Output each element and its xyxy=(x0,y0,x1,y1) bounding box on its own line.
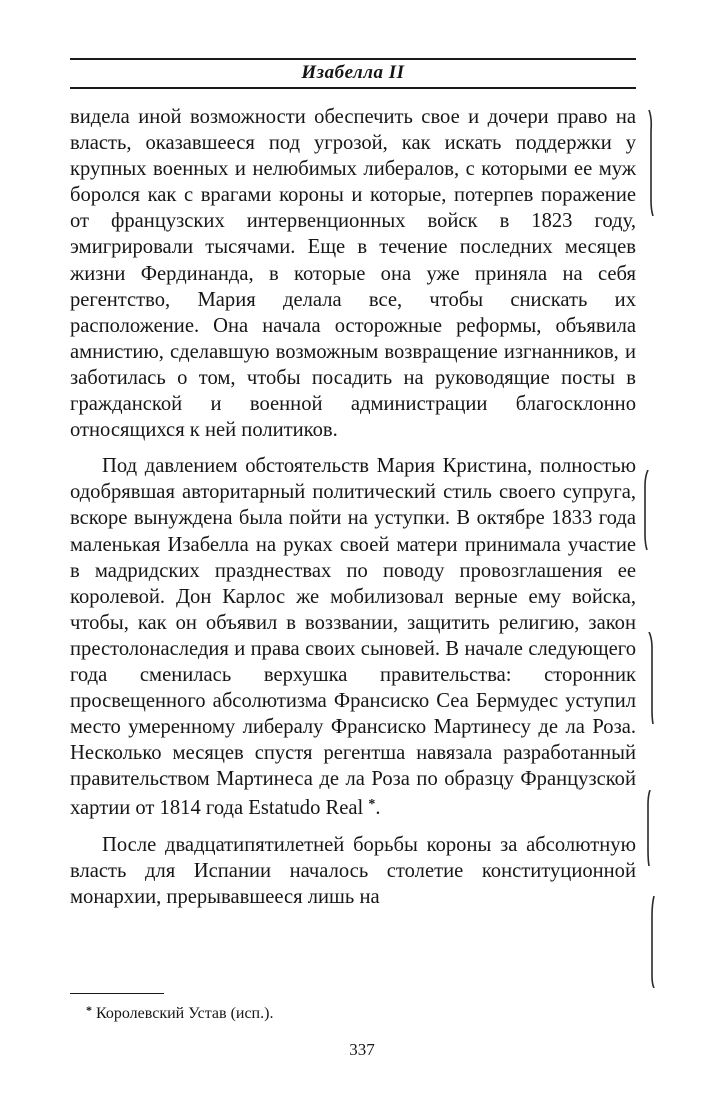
running-head: Изабелла II xyxy=(301,62,405,83)
paragraph-2-text: Под давлением обстоятельств Мария Кристина, полностью одобрявшая авторитарный политический стиль своего супруга, вскоре вынуждена была пойти на уступки. В октябре 1833 года маленькая Изабелла на руках своей матери принимала участие в мадридских празднествах по поводу провозглашения ее королевой. Дон Карлос же мобилизовал верные ему войска, чтобы, как он объявил в воззвании, защитить религию, закон престолонаследия и права своих сыновей. В начале следующего года сменилась верхушка правительства: сторонник просвещенного абсолютизма Франсиско Сеа Бермудес уступил место умеренному либералу Франсиско Мартинесу де ла Роза. Несколько месяцев спустя регентша навязала разработанный правительством Мартинеса де ла Роза по образцу Французской хартии от 1814 года Estatudo Real xyxy=(70,455,636,820)
paragraph-2 xyxy=(70,453,636,821)
header-rule-top xyxy=(70,58,636,60)
footnote-mark: * xyxy=(86,1003,92,1017)
footnote-text: Королевский Устав (исп.). xyxy=(96,1005,274,1022)
body-text xyxy=(70,104,636,910)
margin-mark-4 xyxy=(646,790,654,866)
paragraph-2-end: . xyxy=(375,797,381,820)
margin-mark-2 xyxy=(642,470,650,550)
paragraph-1: видела иной возможности обеспечить свое и дочери право на власть, оказавшееся под угрозой, как искать поддержки у крупных военных и нелюбимых либералов, с которыми ее муж боролся как с врагами короны и которые, потерпев поражение от французских интервенционных войск в 1823 году, эмигрировали тысячами. Еще в течение последних месяцев жизни Фердинанда, в которые она уже приняла на себя регентство, Мария делала все, чтобы снискать их расположение. Она начала осторожные реформы, объявила амнистию, сделавшую возможным возвращение изгнанников, и заботилась о том, чтобы посадить на руководящие посты в гражданской и военной администрации благосклонно относящихся к ней политиков. xyxy=(70,106,636,442)
footnote-reference: * xyxy=(368,797,376,813)
footnote xyxy=(86,1000,273,1024)
page-number: 337 xyxy=(349,1040,375,1059)
margin-mark-1 xyxy=(647,110,655,216)
footnote-rule xyxy=(70,993,164,994)
paragraph-3: После двадцатипятилетней борьбы короны за абсолютную власть для Испании началось столетие конституционной монархии, прерывавшееся лишь на xyxy=(70,833,636,908)
header-rule-bottom xyxy=(70,87,636,89)
margin-mark-5 xyxy=(650,896,658,988)
margin-mark-3 xyxy=(648,632,656,724)
